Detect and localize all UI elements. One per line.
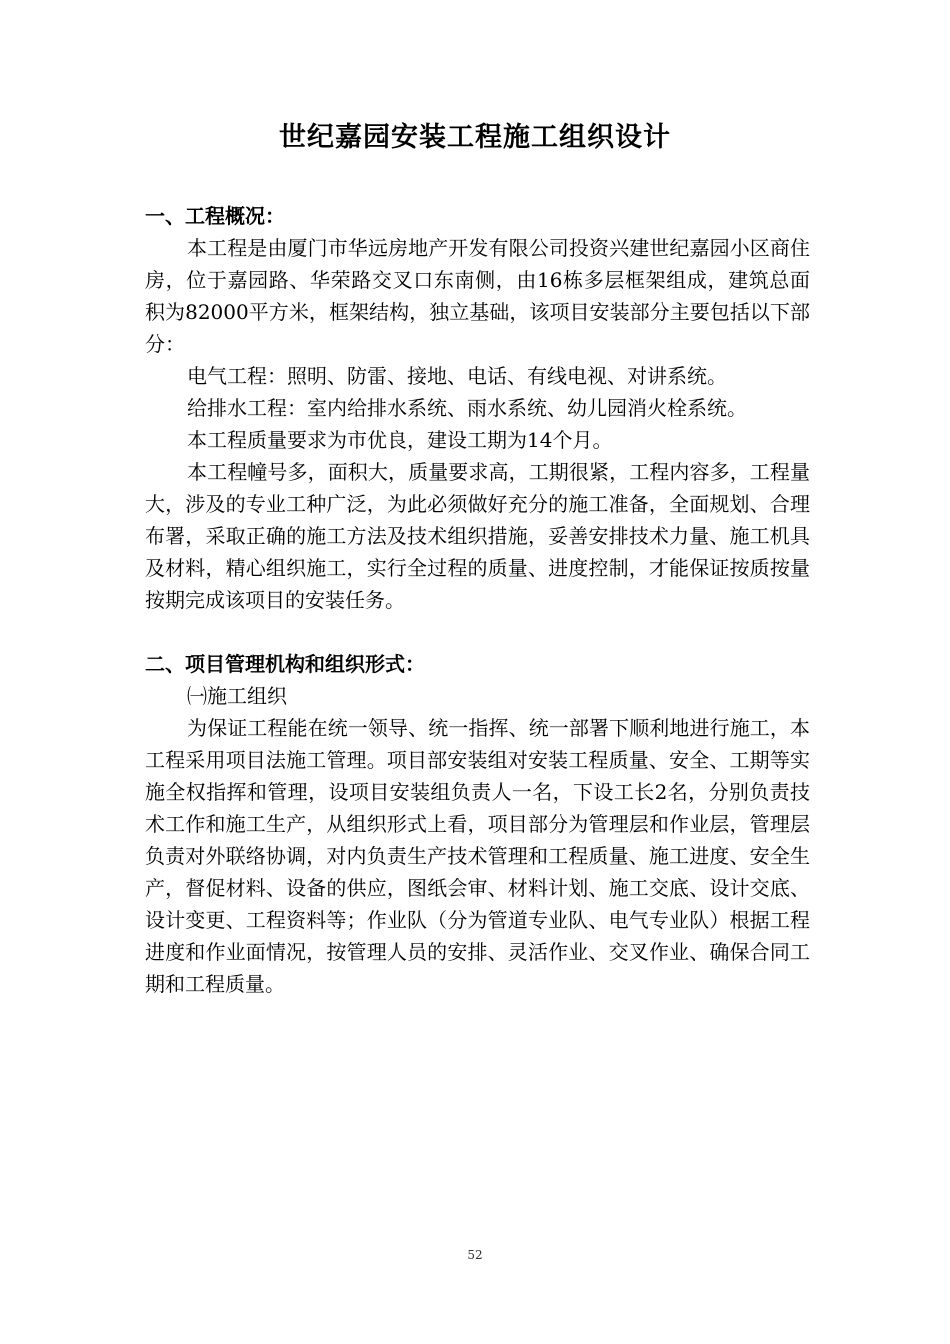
section-heading-overview: 一、工程概况：	[145, 204, 285, 228]
page-number: 52	[467, 1248, 483, 1262]
section-organization	[145, 648, 810, 1000]
subsection-heading-construction-organization: ㈠施工组织	[187, 684, 287, 708]
document-title: 世纪嘉园安装工程施工组织设计	[279, 122, 671, 153]
organization-paragraph: 为保证工程能在统一领导、统一指挥、统一部署下顺利地进行施工，本工程采用项目法施工管理。项目部安装组对安装工程质量、安全、工期等实施全权指挥和管理，设项目安装组负责人一名，下设工长2名，分别负责技术工作和施工生产，从组织形式上看，项目部分为管理层和作业层，管理层负责对外联络协调，对内负责生产技术管理和工程质量、施工进度、安全生产，督促材料、设备的供应，图纸会审、材料计划、施工交底、设计交底、设计变更、工程资料等；作业队（分为管道专业队、电气专业队）根据工程进度和作业面情况，按管理人员的安排、灵活作业、交叉作业、确保合同工期和工程质量。	[145, 716, 810, 996]
electrical-works-line: 电气工程：照明、防雷、接地、电话、有线电视、对讲系统。	[187, 364, 727, 388]
section-overview	[145, 200, 810, 616]
section-heading-organization: 二、项目管理机构和组织形式：	[145, 652, 425, 676]
overview-paragraph: 本工程是由厦门市华远房地产开发有限公司投资兴建世纪嘉园小区商住房，位于嘉园路、华荣路交叉口东南侧，由16栋多层框架组成，建筑总面积为82000平方米，框架结构，独立基础，该项目安装部分主要包括以下部分：	[145, 236, 810, 356]
document-body	[145, 200, 810, 1000]
quality-requirement-line: 本工程质量要求为市优良，建设工期为14个月。	[187, 428, 613, 452]
section-spacer	[145, 616, 810, 648]
plumbing-works-line: 给排水工程：室内给排水系统、雨水系统、幼儿园消火栓系统。	[187, 396, 747, 420]
summary-paragraph: 本工程幢号多，面积大，质量要求高，工期很紧，工程内容多，工程量大，涉及的专业工种广泛，为此必须做好充分的施工准备，全面规划、合理布署，采取正确的施工方法及技术组织措施，妥善安排技术力量、施工机具及材料，精心组织施工，实行全过程的质量、进度控制，才能保证按质按量按期完成该项目的安装任务。	[145, 460, 810, 612]
